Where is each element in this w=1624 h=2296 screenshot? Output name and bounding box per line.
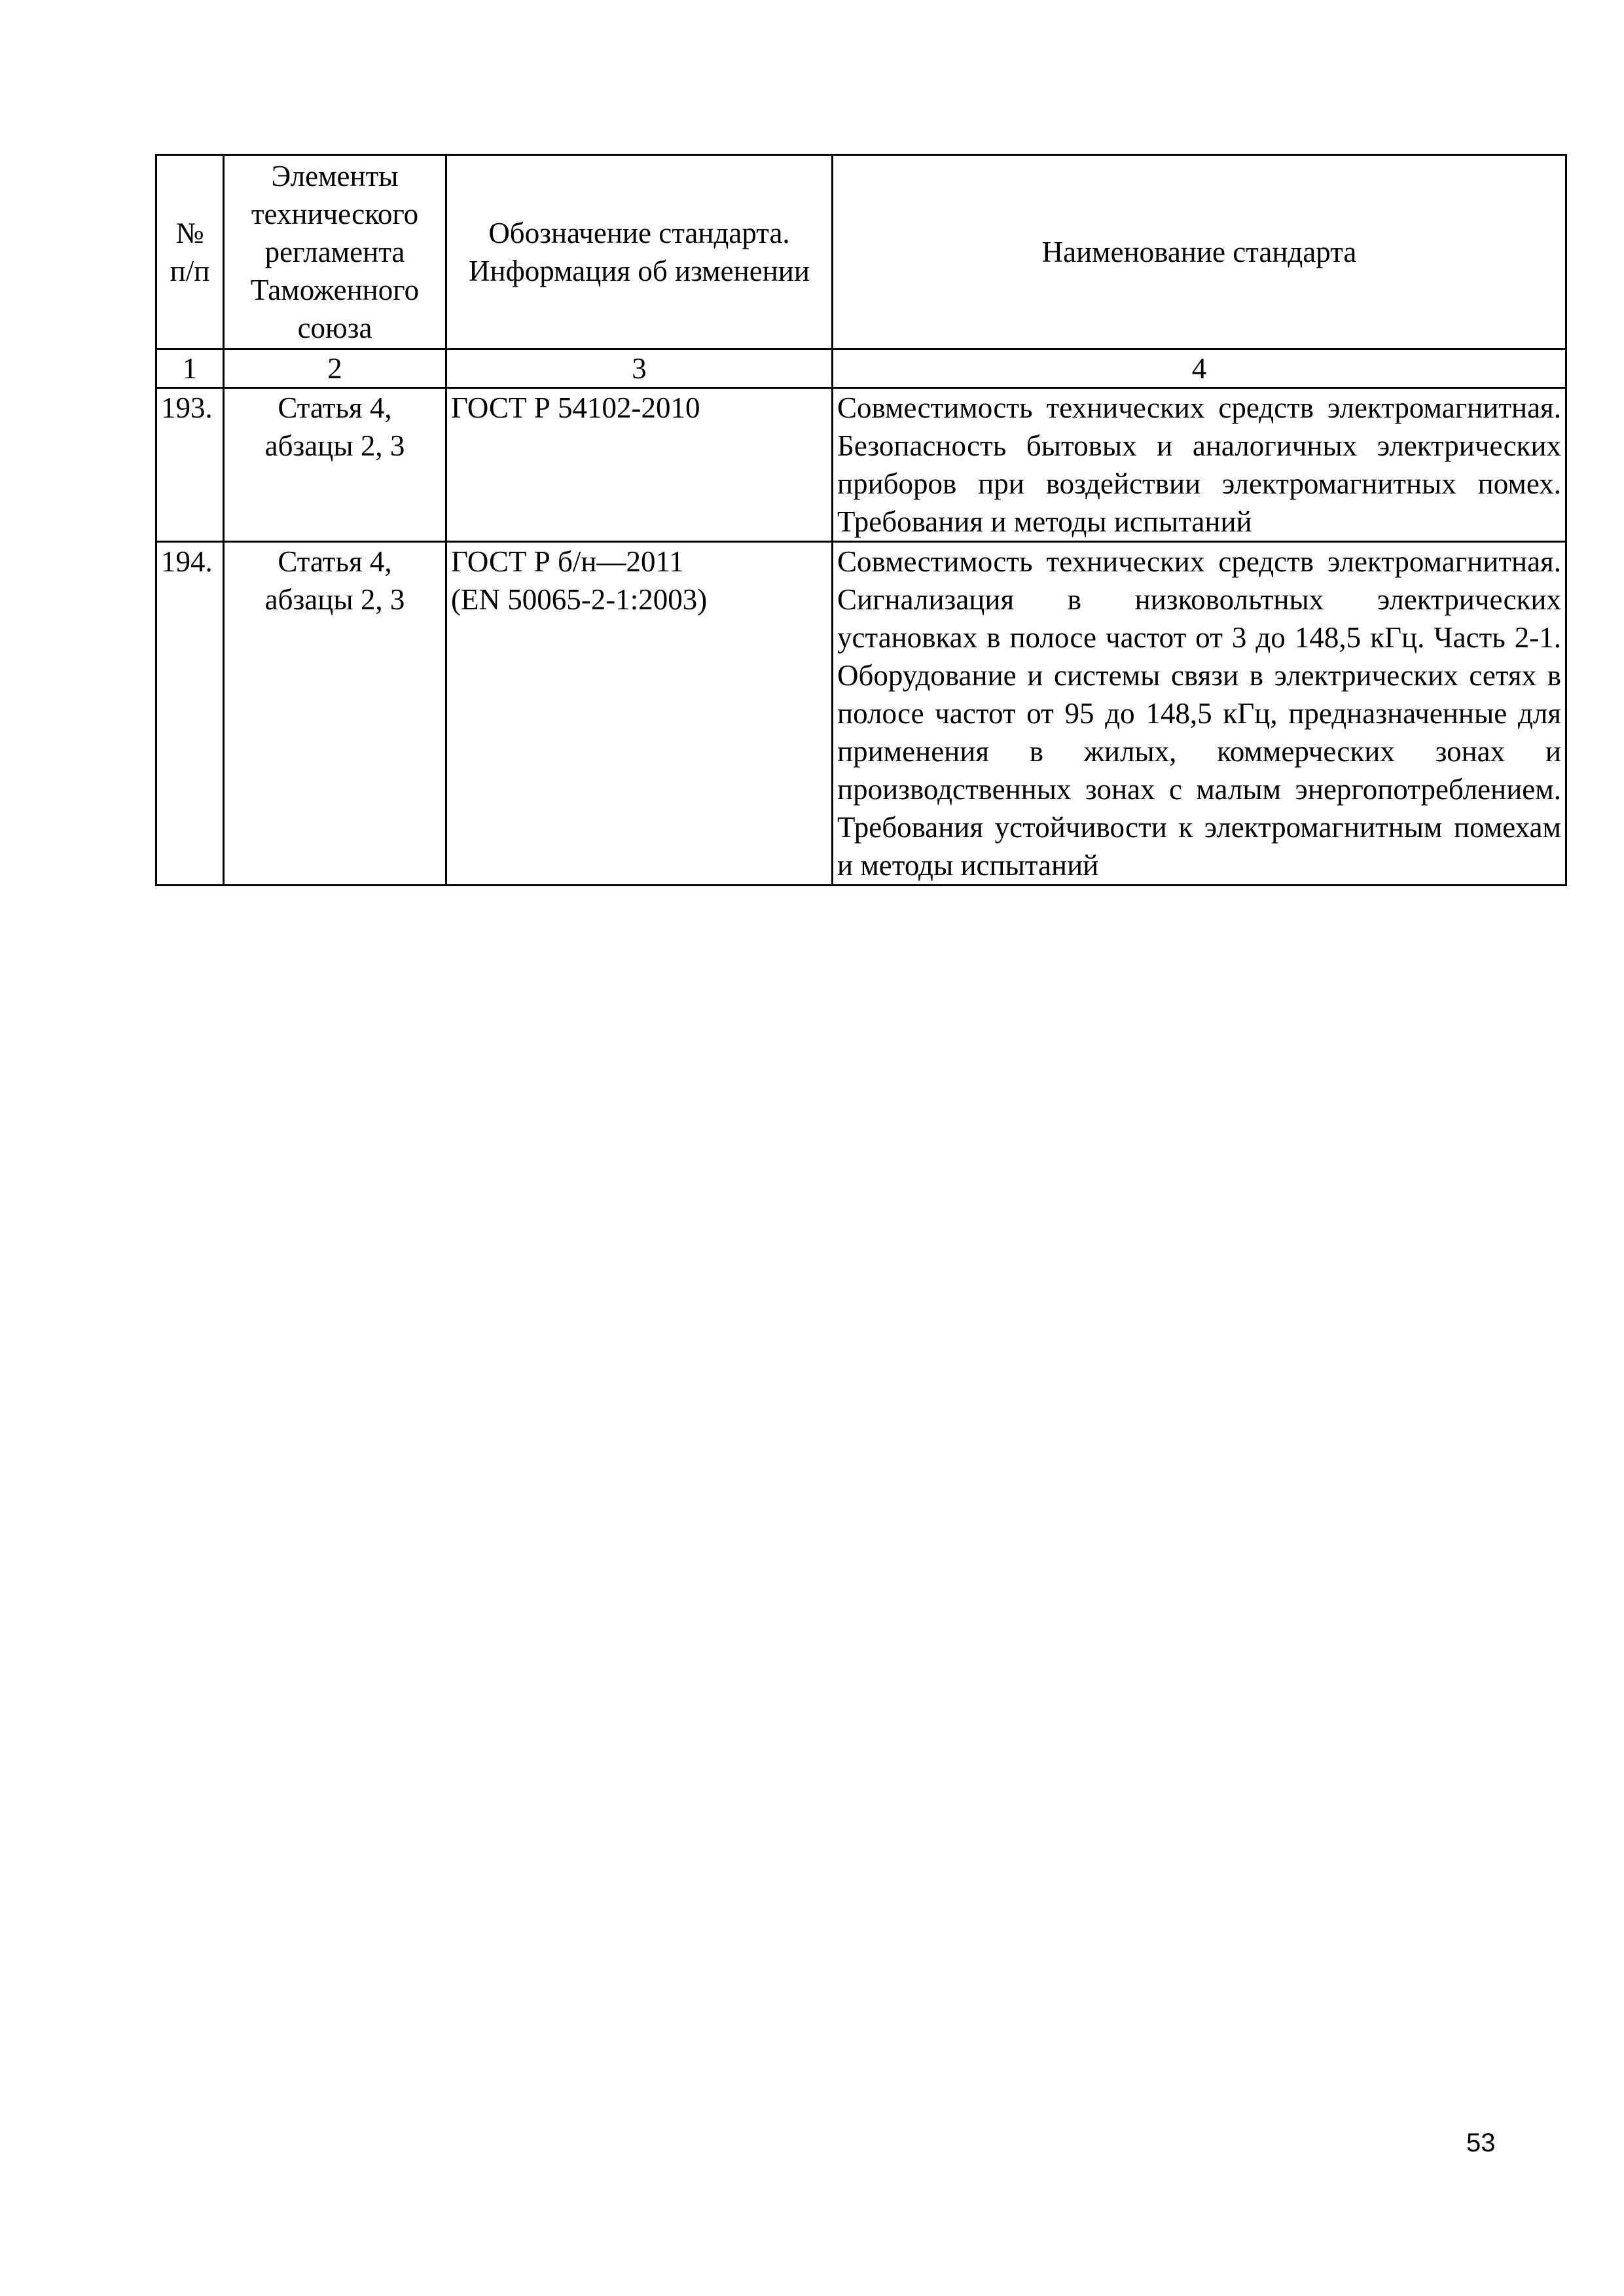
row-number: 194. — [156, 542, 224, 886]
header-designation — [446, 155, 833, 350]
row-designation-line: ГОСТ Р 54102-2010 — [451, 391, 700, 424]
row-elements-line: Статья 4, — [278, 545, 392, 578]
table-row — [156, 388, 1566, 542]
header-num-line: № — [175, 217, 204, 249]
header-name-text: Наименование стандарта — [1041, 236, 1357, 268]
page-number: 53 — [1466, 2128, 1496, 2157]
header-num-line: п/п — [170, 255, 210, 287]
header-name — [833, 155, 1566, 350]
header-elements-line: регламента — [264, 236, 405, 268]
row-designation — [446, 542, 833, 886]
row-elements — [224, 388, 446, 542]
header-elements-line: Элементы — [271, 160, 399, 192]
row-designation-line: ГОСТ Р б/н—2011 — [451, 545, 684, 578]
standards-table — [155, 154, 1567, 886]
table-header-row — [156, 155, 1566, 350]
column-number-1: 1 — [156, 350, 224, 388]
header-elements-line: союза — [297, 312, 372, 344]
column-number-4: 4 — [833, 350, 1566, 388]
row-standard-name: Совместимость технических средств электромагнитная. Сигнализация в низковольтных электрических установках в полосе частот от 3 до 148,5 кГц. Часть 2-1. Оборудование и системы связи в электрических сетях в полосе частот от 95 до 148,5 кГц, предназначенные для применения в жилых, коммерческих зонах и производственных зонах с малым энергопотреблением. Требования устойчивости к электромагнитным помехам и методы испытаний — [833, 542, 1566, 886]
header-elements — [224, 155, 446, 350]
row-elements-line: абзацы 2, 3 — [264, 583, 405, 616]
row-elements-line: Статья 4, — [278, 391, 392, 424]
column-number-row — [156, 350, 1566, 388]
header-designation-line: Обозначение стандарта. — [488, 217, 790, 249]
row-number: 193. — [156, 388, 224, 542]
table-row — [156, 542, 1566, 886]
row-designation-line: (EN 50065-2-1:2003) — [451, 583, 708, 616]
column-number-2: 2 — [224, 350, 446, 388]
header-num — [156, 155, 224, 350]
header-designation-line: Информация об изменении — [469, 255, 810, 287]
column-number-3: 3 — [446, 350, 833, 388]
row-elements — [224, 542, 446, 886]
row-elements-line: абзацы 2, 3 — [264, 429, 405, 462]
row-standard-name: Совместимость технических средств электромагнитная. Безопасность бытовых и аналогичных электрических приборов при воздействии электромагнитных помех. Требования и методы испытаний — [833, 388, 1566, 542]
header-elements-line: Таможенного — [250, 274, 420, 306]
row-designation — [446, 388, 833, 542]
header-elements-line: технического — [251, 198, 419, 230]
